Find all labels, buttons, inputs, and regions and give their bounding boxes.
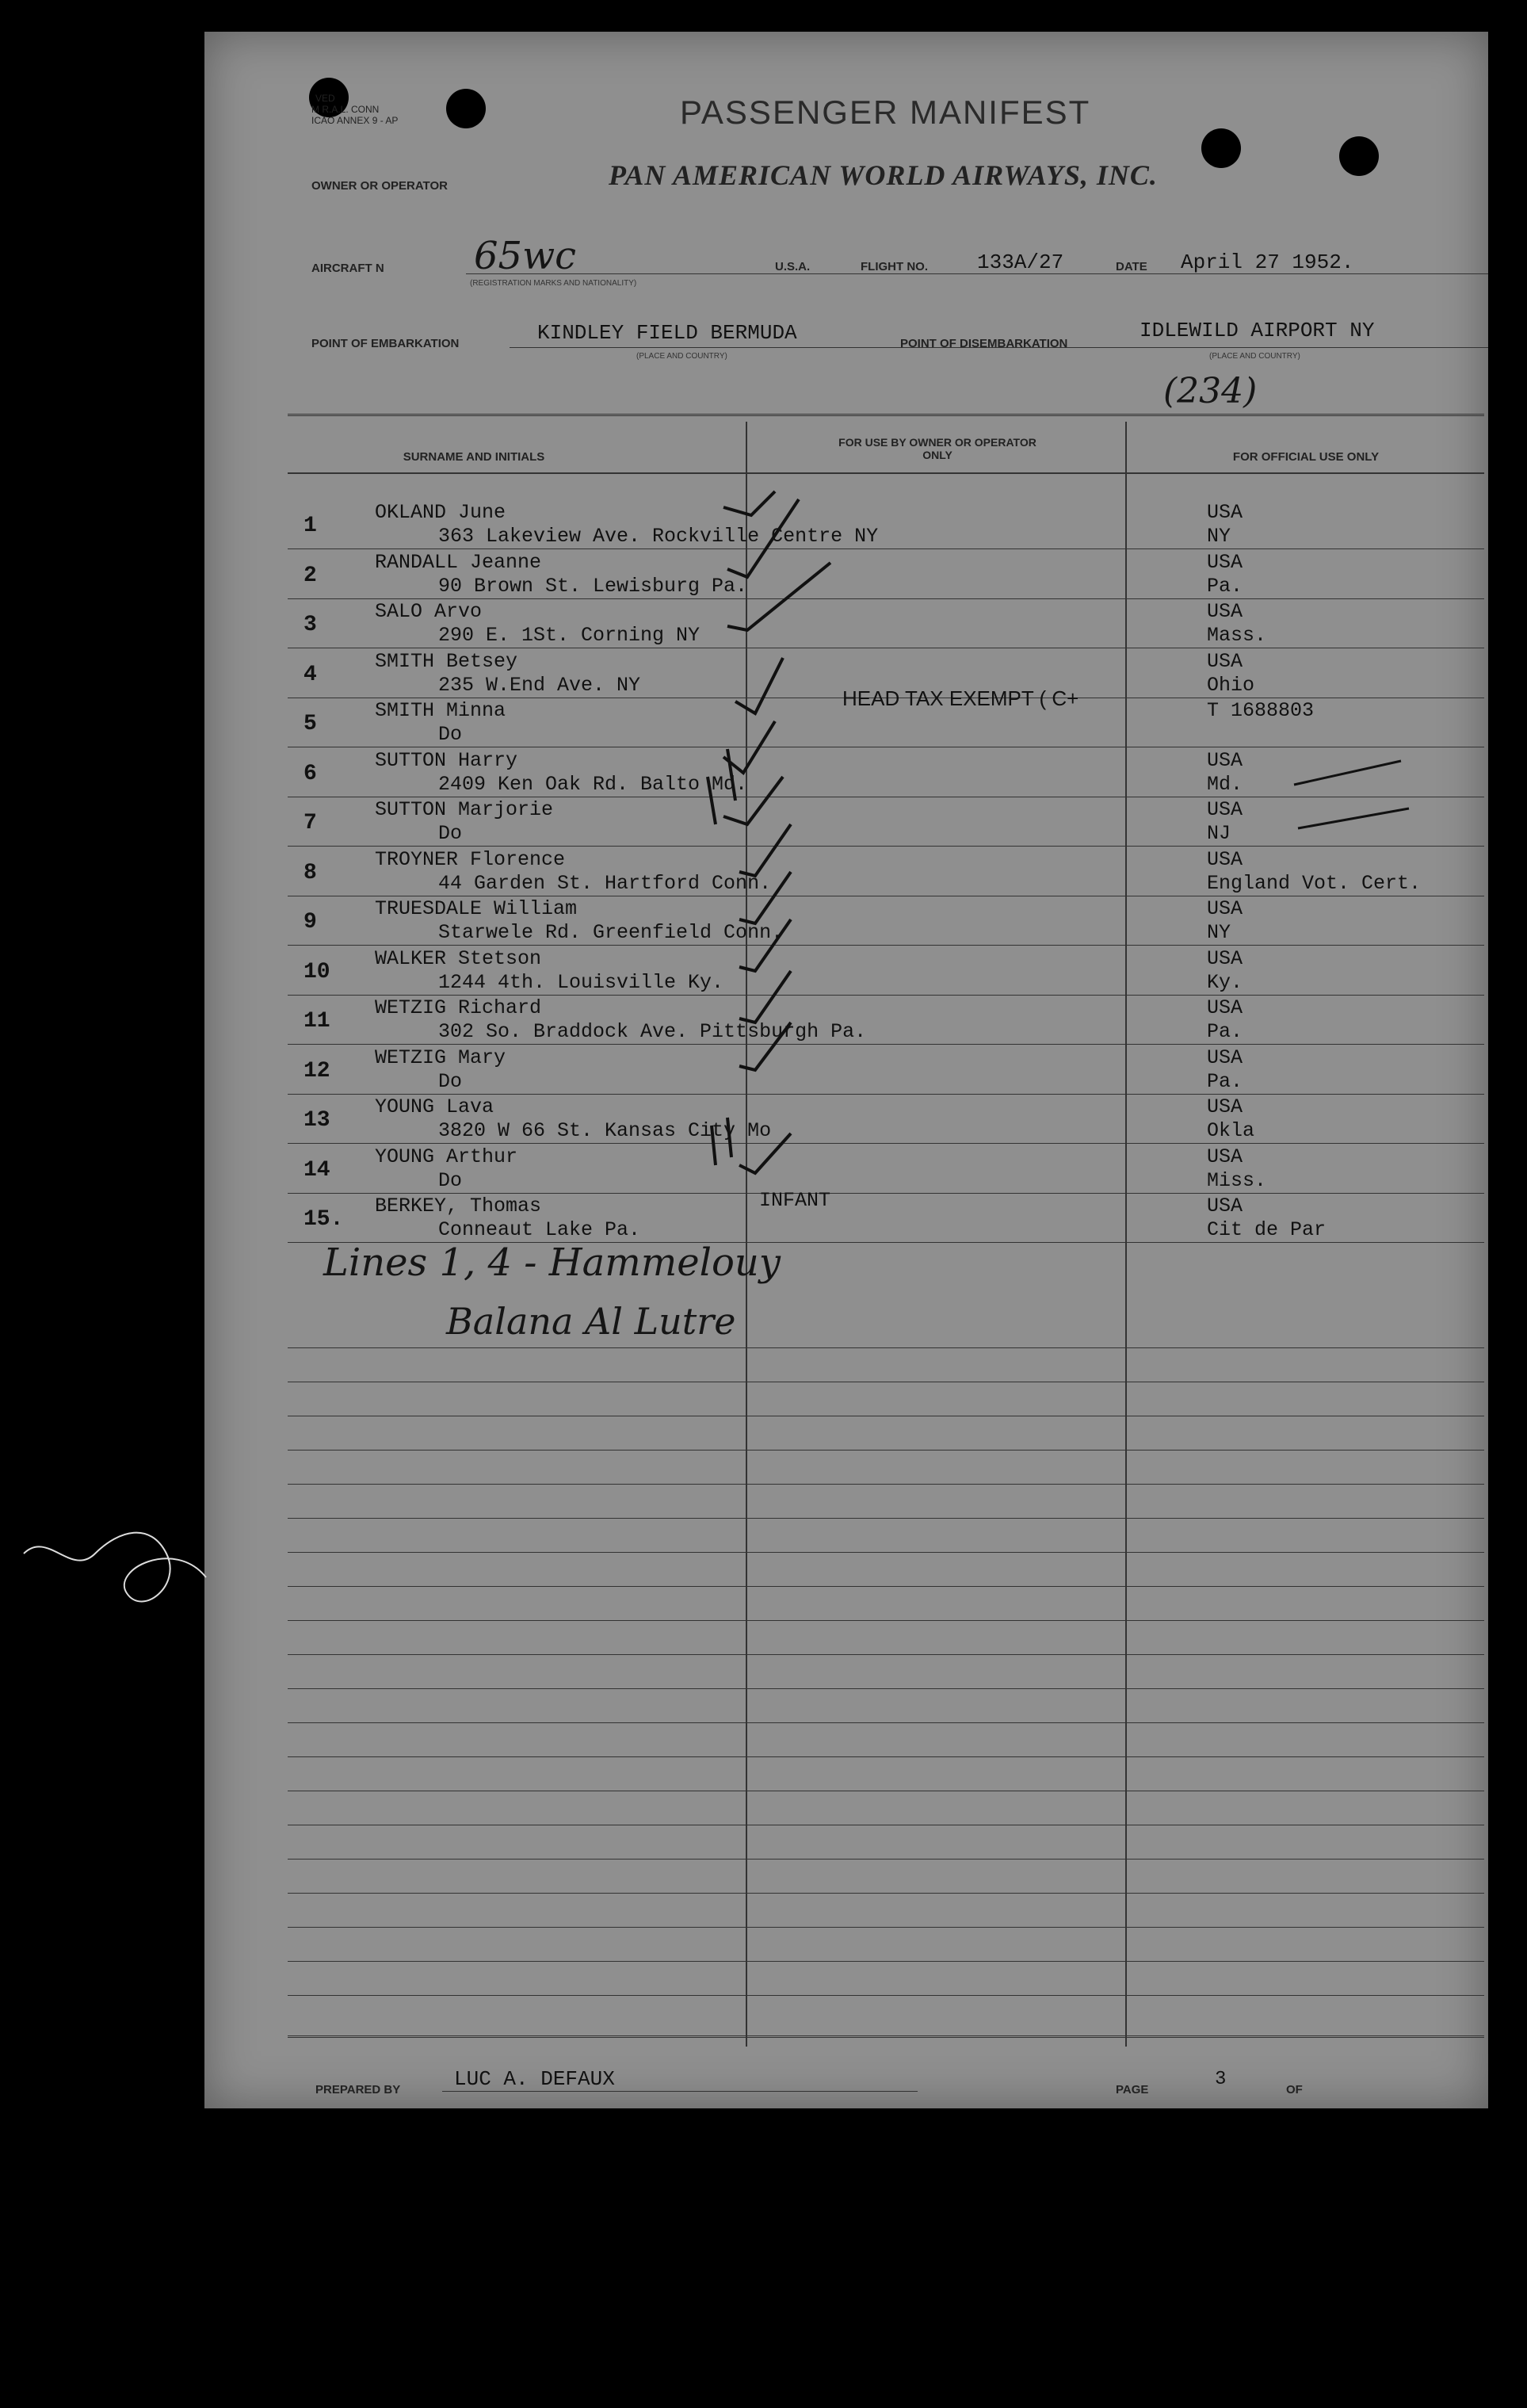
passenger-name: WETZIG Mary bbox=[375, 1045, 506, 1069]
official-entry-1: USA bbox=[1207, 1145, 1243, 1168]
of-label: OF bbox=[1286, 2083, 1303, 2096]
column-header-surname: SURNAME AND INITIALS bbox=[403, 450, 545, 464]
row-number: 3 bbox=[303, 613, 317, 637]
owner-label: OWNER OR OPERATOR bbox=[311, 179, 448, 193]
flight-value: 133A/27 bbox=[977, 250, 1064, 274]
official-entry-1: USA bbox=[1207, 897, 1243, 920]
official-entry-2: NY bbox=[1207, 921, 1231, 944]
passenger-name: RANDALL Jeanne bbox=[375, 550, 542, 574]
blank-rule bbox=[288, 1450, 1484, 1451]
handwritten-count: (234) bbox=[1163, 371, 1258, 411]
page-label: PAGE bbox=[1116, 2083, 1149, 2096]
head-tax-stamp: HEAD TAX EXEMPT ( C+ bbox=[842, 686, 1079, 710]
passenger-name: TROYNER Florence bbox=[375, 847, 566, 871]
table-bottom-rule bbox=[288, 2035, 1484, 2038]
blank-rule bbox=[288, 1654, 1484, 1655]
official-entry-2: Ohio bbox=[1207, 673, 1255, 697]
date-label: DATE bbox=[1116, 260, 1147, 273]
blank-rule bbox=[288, 1893, 1484, 1894]
official-entry-2: Ky. bbox=[1207, 970, 1243, 994]
blank-rule bbox=[288, 1995, 1484, 1996]
row-number: 1 bbox=[303, 514, 317, 538]
passenger-name: OKLAND June bbox=[375, 501, 506, 524]
passenger-row bbox=[288, 1046, 1484, 1097]
official-entry-2: Okla bbox=[1207, 1119, 1255, 1142]
official-entry-2: Cit de Par bbox=[1207, 1218, 1327, 1241]
official-entry-2: NJ bbox=[1207, 822, 1231, 845]
row-rule bbox=[288, 846, 1484, 847]
aircraft-value: 65wc bbox=[474, 234, 577, 278]
passenger-address: 3820 W 66 St. Kansas City Mo bbox=[438, 1119, 772, 1142]
row-number: 7 bbox=[303, 811, 317, 835]
punch-hole bbox=[1201, 128, 1241, 168]
embark-value: KINDLEY FIELD BERMUDA bbox=[537, 321, 797, 345]
passenger-address: 90 Brown St. Lewisburg Pa. bbox=[438, 574, 748, 598]
official-entry-1: USA bbox=[1207, 798, 1243, 821]
column-header-owner-use: FOR USE BY OWNER OR OPERATOR ONLY bbox=[838, 436, 1036, 461]
blank-rule bbox=[288, 1586, 1484, 1587]
row-number: 15. bbox=[303, 1207, 344, 1232]
blank-rule bbox=[288, 1961, 1484, 1962]
corner-approval-line: VED bbox=[315, 93, 335, 104]
row-rule bbox=[288, 1094, 1484, 1095]
blank-rule bbox=[288, 1347, 1484, 1348]
blank-rule bbox=[288, 1518, 1484, 1519]
passenger-address: 235 W.End Ave. NY bbox=[438, 673, 641, 697]
place-note-embark: (PLACE AND COUNTRY) bbox=[636, 352, 727, 361]
airline-name: PAN AMERICAN WORLD AIRWAYS, INC. bbox=[609, 159, 1158, 191]
passenger-name: SALO Arvo bbox=[375, 600, 483, 623]
blank-rule bbox=[288, 1722, 1484, 1723]
official-entry-2: Mass. bbox=[1207, 624, 1267, 647]
passenger-row bbox=[288, 848, 1484, 899]
punch-hole bbox=[1339, 136, 1379, 176]
manifest-sheet bbox=[204, 32, 1488, 2108]
row-number: 2 bbox=[303, 563, 317, 588]
page-value: 3 bbox=[1215, 2069, 1227, 2090]
usa-label: U.S.A. bbox=[775, 260, 811, 273]
official-entry-1: USA bbox=[1207, 946, 1243, 970]
passenger-address: Do bbox=[438, 822, 463, 845]
corner-approval-line: M R.A.L. CONN bbox=[311, 104, 380, 115]
handwritten-note-line2: Balana Al Lutre bbox=[446, 1300, 736, 1343]
row-number: 4 bbox=[303, 662, 317, 687]
passenger-row bbox=[288, 600, 1484, 651]
disembark-value: IDLEWILD AIRPORT NY bbox=[1140, 319, 1375, 342]
passenger-address: 44 Garden St. Hartford Conn. bbox=[438, 871, 772, 895]
passenger-address: Do bbox=[438, 723, 463, 746]
flight-label: FLIGHT NO. bbox=[861, 260, 928, 273]
official-strike-marks bbox=[1290, 753, 1417, 832]
passenger-name: BERKEY, Thomas bbox=[375, 1194, 542, 1217]
passenger-address: Conneaut Lake Pa. bbox=[438, 1218, 641, 1241]
official-entry-2: Pa. bbox=[1207, 1069, 1243, 1093]
official-entry-1: USA bbox=[1207, 550, 1243, 574]
blank-rule bbox=[288, 1484, 1484, 1485]
official-entry-1: USA bbox=[1207, 847, 1243, 871]
handwritten-note-line1: Lines 1, 4 - Hammelouy bbox=[323, 1240, 781, 1285]
row-number: 14 bbox=[303, 1157, 330, 1183]
registration-note: (REGISTRATION MARKS AND NATIONALITY) bbox=[470, 279, 637, 288]
place-note-disembark: (PLACE AND COUNTRY) bbox=[1209, 352, 1300, 361]
row-number: 8 bbox=[303, 860, 317, 885]
embark-label: POINT OF EMBARKATION bbox=[311, 337, 460, 350]
passenger-name: SUTTON Harry bbox=[375, 748, 518, 772]
passenger-row bbox=[288, 501, 1484, 552]
infant-annotation: INFANT bbox=[759, 1189, 831, 1212]
header-underline bbox=[466, 273, 1488, 274]
official-entry-2: Miss. bbox=[1207, 1168, 1267, 1192]
passenger-address: 2409 Ken Oak Rd. Balto Md. bbox=[438, 772, 748, 796]
header-rule bbox=[288, 472, 1484, 474]
passenger-name: YOUNG Arthur bbox=[375, 1145, 518, 1168]
passenger-address: 290 E. 1St. Corning NY bbox=[438, 624, 701, 647]
official-entry-1: USA bbox=[1207, 1194, 1243, 1217]
row-number: 6 bbox=[303, 761, 317, 786]
scribble-mark bbox=[16, 1506, 222, 1633]
blank-rule bbox=[288, 1688, 1484, 1689]
column-header-official-use: FOR OFFICIAL USE ONLY bbox=[1232, 450, 1380, 464]
passenger-name: SMITH Betsey bbox=[375, 649, 518, 673]
row-rule bbox=[288, 548, 1484, 549]
official-entry-2: Pa. bbox=[1207, 1020, 1243, 1043]
row-number: 10 bbox=[303, 959, 330, 984]
official-entry-1: USA bbox=[1207, 748, 1243, 772]
official-entry-1: USA bbox=[1207, 996, 1243, 1019]
document-title: PASSENGER MANIFEST bbox=[680, 94, 1091, 131]
passenger-row bbox=[288, 947, 1484, 998]
row-number: 9 bbox=[303, 910, 317, 935]
passenger-row bbox=[288, 551, 1484, 602]
passenger-row bbox=[288, 1194, 1484, 1245]
passenger-name: SUTTON Marjorie bbox=[375, 798, 554, 821]
official-entry-1: USA bbox=[1207, 1095, 1243, 1118]
prepared-underline bbox=[442, 2091, 918, 2092]
passenger-address: 363 Lakeview Ave. Rockville Centre NY bbox=[438, 525, 879, 548]
checkmarks bbox=[680, 476, 870, 1236]
passenger-address: Starwele Rd. Greenfield Conn. bbox=[438, 921, 784, 944]
table-top-rule bbox=[288, 414, 1484, 416]
passenger-row bbox=[288, 1145, 1484, 1196]
passenger-address: 302 So. Braddock Ave. Pittsburgh Pa. bbox=[438, 1020, 867, 1043]
passenger-address: Do bbox=[438, 1069, 463, 1093]
row-number: 5 bbox=[303, 712, 317, 736]
official-entry-1: USA bbox=[1207, 1045, 1243, 1069]
official-entry-1: USA bbox=[1207, 501, 1243, 524]
prepared-label: PREPARED BY bbox=[315, 2083, 401, 2096]
official-entry-2: Pa. bbox=[1207, 574, 1243, 598]
row-rule bbox=[288, 1143, 1484, 1144]
official-entry-1: USA bbox=[1207, 649, 1243, 673]
aircraft-label: AIRCRAFT N bbox=[311, 262, 384, 275]
punch-hole bbox=[446, 89, 486, 128]
row-rule bbox=[288, 1193, 1484, 1194]
passenger-name: YOUNG Lava bbox=[375, 1095, 494, 1118]
passenger-name: SMITH Minna bbox=[375, 699, 506, 722]
official-entry-1: T 1688803 bbox=[1207, 699, 1315, 722]
passenger-address: Do bbox=[438, 1168, 463, 1192]
passenger-row bbox=[288, 1095, 1484, 1146]
corner-approval-line: ICAO ANNEX 9 - AP bbox=[311, 115, 399, 126]
official-entry-2: England Vot. Cert. bbox=[1207, 871, 1422, 895]
row-rule bbox=[288, 1044, 1484, 1045]
row-number: 13 bbox=[303, 1108, 330, 1133]
blank-rule bbox=[288, 1756, 1484, 1757]
blank-rule bbox=[288, 1552, 1484, 1553]
disembark-label: POINT OF DISEMBARKATION bbox=[900, 337, 1068, 350]
official-entry-1: USA bbox=[1207, 600, 1243, 623]
passenger-address: 1244 4th. Louisville Ky. bbox=[438, 970, 724, 994]
passenger-row bbox=[288, 897, 1484, 948]
official-entry-2: Md. bbox=[1207, 772, 1243, 796]
row-rule bbox=[288, 598, 1484, 599]
passenger-name: WALKER Stetson bbox=[375, 946, 542, 970]
official-entry-2: NY bbox=[1207, 525, 1231, 548]
row-rule bbox=[288, 945, 1484, 946]
passenger-name: WETZIG Richard bbox=[375, 996, 542, 1019]
prepared-value: LUC A. DEFAUX bbox=[454, 2067, 615, 2091]
embark-underline bbox=[510, 347, 1488, 348]
date-value: April 27 1952. bbox=[1181, 250, 1354, 274]
blank-rule bbox=[288, 1859, 1484, 1860]
row-number: 11 bbox=[303, 1009, 330, 1034]
row-rule bbox=[288, 995, 1484, 996]
passenger-row bbox=[288, 996, 1484, 1047]
passenger-name: TRUESDALE William bbox=[375, 897, 578, 920]
row-number: 12 bbox=[303, 1058, 330, 1084]
blank-rule bbox=[288, 1927, 1484, 1928]
blank-rule bbox=[288, 1620, 1484, 1621]
